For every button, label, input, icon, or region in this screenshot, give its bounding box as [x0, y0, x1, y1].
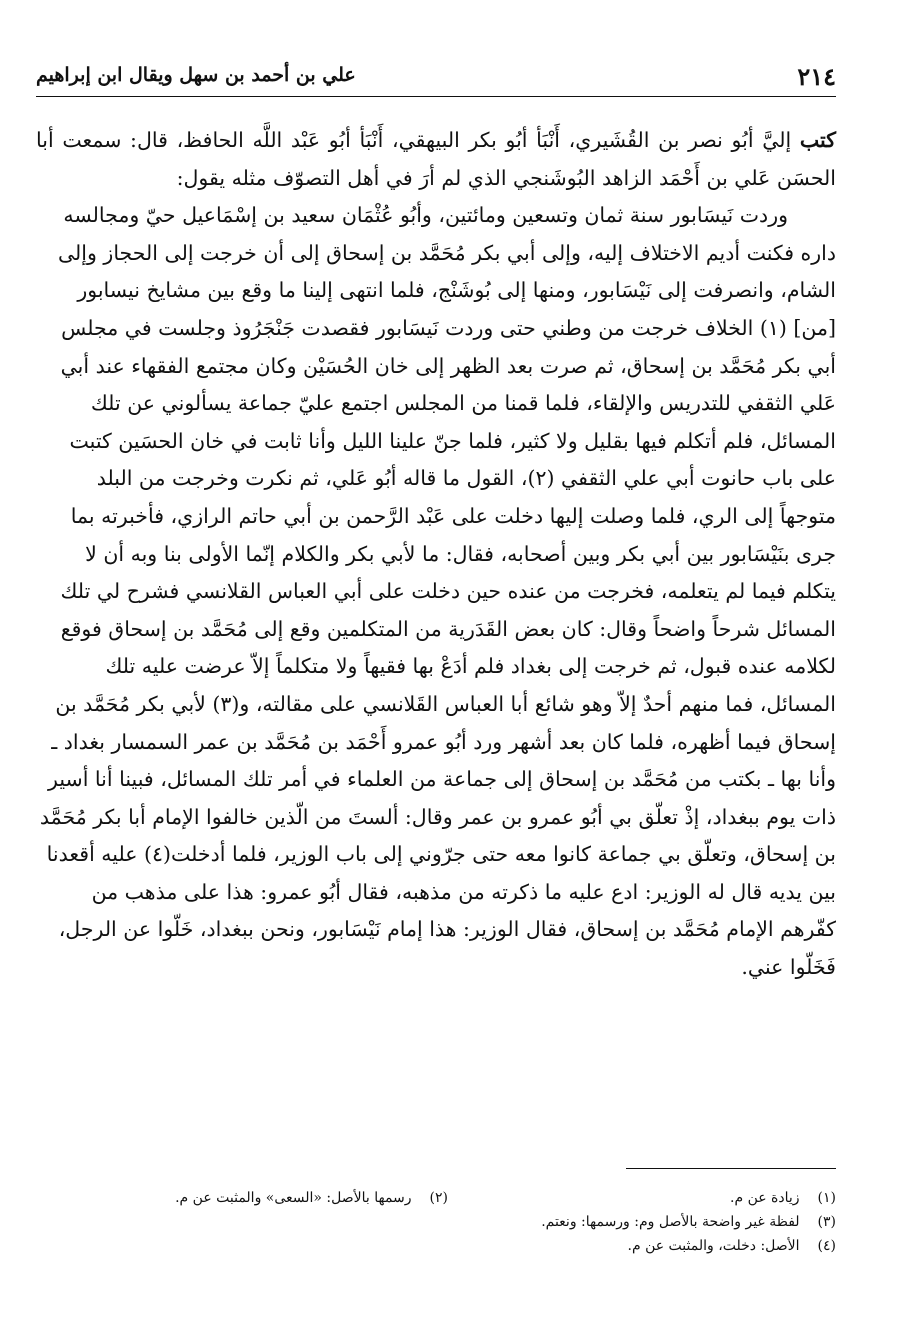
footnote-1	[448, 1186, 836, 1210]
page-header	[36, 62, 836, 97]
footnote-text: لفظة غير واضحة بالأصل وم: ورسمها: ونعتم.	[541, 1214, 800, 1230]
paragraph-2: وردت نَيسَابور سنة ثمان وتسعين ومائتين، وأبُو عُثْمَان سعيد بن إسْمَاعيل حيّ ومجالسه داره فكنت أديم الاختلاف إليه، وإلى أبي بكر مُحَمَّد بن إسحاق إلى أن خرجت إلى الحجاز وإلى الشام، وانصرفت إلى نَيْسَابور، ومنها إلى بُوشَنْج، فلما انتهى إلينا ما وقع بين مشايخ نيسابور [من] (١) الخلاف خرجت من وطني حتى وردت نَيسَابور فقصدت جَنْجَرُوذ وجلست في مجلس أبي بكر مُحَمَّد بن إسحاق، ثم صرت بعد الظهر إلى خان الحُسَيْن وكان مجتمع الفقهاء عند أبي عَلي الثقفي للتدريس والإلقاء، فلما قمنا من المجلس اجتمع عليّ جماعة يسألوني عن تلك المسائل، فلم أتكلم فيها بقليل ولا كثير، فلما جنّ علينا الليل وأنا ثابت في خان الحسَين كتبت على باب حانوت أبي علي الثقفي (٢)، القول ما قاله أبُو عَلي، ثم نكرت وخرجت من البلد متوجهاً إلى الري، فلما وصلت إليها دخلت على عَبْد الرَّحمن بن أبي حاتم الرازي، فأخبرته بما جرى بنَيْسَابور بين أبي بكر وبين أصحابه، فقال: ما لأبي بكر والكلام إنّما الأولى بنا وبه أن لا يتكلم فيما لم يتعلمه، فخرجت من عنده حين دخلت على أبي العباس القلانسي فشرح لي تلك المسائل شرحاً واضحاً وقال: كان بعض القَدَرية من المتكلمين وقع إلى مُحَمَّد بن إسحاق فوقع لكلامه عنده قبول، ثم خرجت إلى بغداد فلم أدَعْ بها فقيهاً ولا متكلماً إلاّ عرضت عليه تلك المسائل، فما منهم أحدٌ إلاّ وهو شائع أبا العباس القَلانسي على مقالته، و(٣) لأبي بكر مُحَمَّد بن إسحاق فيما أظهره، فلما كان بعد أشهر ورد أبُو عمرو أَحْمَد بن مُحَمَّد بن عمر السمسار بغداد ـ وأنا بها ـ بكتب من مُحَمَّد بن إسحاق إلى جماعة من العلماء في أمر تلك المسائل، فبينا أنا أسير ذات يوم ببغداد، إذْ تعلّق بي أبُو عمرو بن عمر وقال: ألستَ من الّذين خالفوا الإمام أبا بكر مُحَمَّد بن إسحاق، وتعلّق بي جماعة كانوا معه حتى جرّوني إلى باب الوزير، فلما أدخلت(٤) عليه أقعدنا بين يديه قال له الوزير: ادع عليه ما ذكرته من مذهبه، فقال أبُو عمرو: هذا على مذهب من كفّرهم الإمام مُحَمَّد بن إسحاق، فقال الوزير: هذا إمام نَيْسَابور، ونحن ببغداد، خَلّوا عن الرجل، فَخَلّوا عني.	[39, 203, 836, 980]
footnote-4	[60, 1234, 836, 1258]
footnote-text: زيادة عن م.	[730, 1190, 800, 1206]
paragraph-1	[36, 122, 836, 197]
footnote-number: (١)	[817, 1190, 836, 1206]
running-title: علي بن أحمد بن سهل ويقال ابن إبراهيم	[36, 64, 356, 86]
main-text	[36, 122, 836, 987]
footnote-row	[60, 1186, 836, 1210]
footnote-text: رسمها بالأصل: «السعى» والمثبت عن م.	[175, 1190, 412, 1206]
lead-word: كتب	[799, 128, 836, 152]
paragraph-1-text: إليَّ أبُو نصر بن القُشَيري، أَنْبَأ أبُو بكر البيهقي، أَنْبَأ أبُو عَبْد اللَّه الحافظ، قال: سمعت أبا الحسَن عَلي بن أَحْمَد الزاهد البُوشَنجي الذي لم أرَ في أهل التصوّف مثله يقول:	[36, 128, 836, 190]
footnote-3	[60, 1210, 836, 1234]
footnote-number: (٢)	[429, 1190, 448, 1206]
footnote-number: (٤)	[817, 1238, 836, 1254]
footnote-2	[60, 1186, 448, 1210]
footnote-number: (٣)	[817, 1214, 836, 1230]
footnote-divider	[626, 1168, 836, 1169]
footnotes	[60, 1186, 836, 1258]
footnote-text: الأصل: دخلت، والمثبت عن م.	[627, 1238, 800, 1254]
page-number: ٢١٤	[797, 62, 836, 91]
